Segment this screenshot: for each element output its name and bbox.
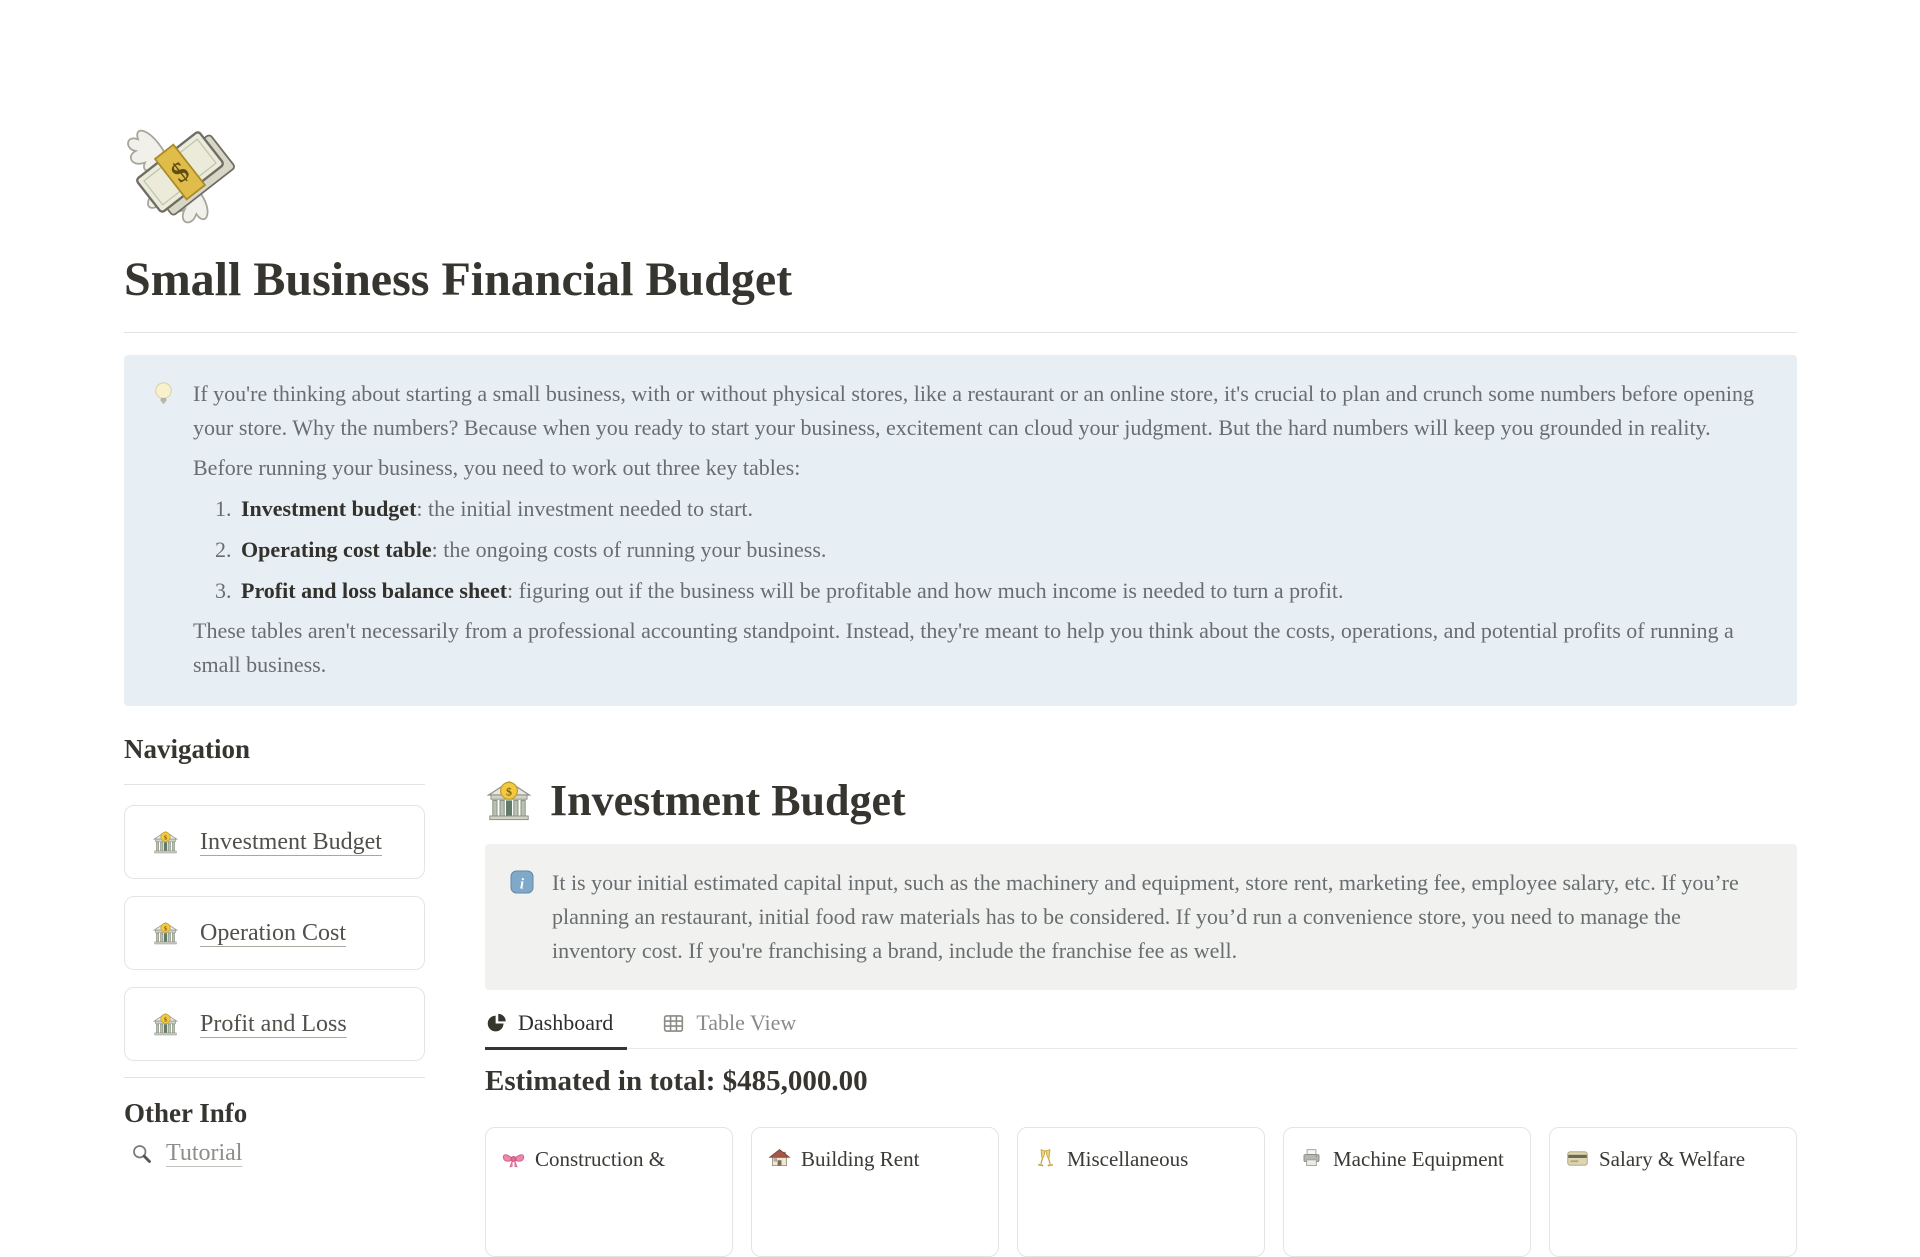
svg-text:$: $	[163, 833, 168, 841]
view-tabs	[485, 1004, 1797, 1049]
svg-text:$: $	[165, 156, 196, 190]
card-label: Construction &	[535, 1147, 666, 1171]
svg-text:i: i	[519, 876, 525, 893]
sidebar-link-label: Investment Budget	[200, 828, 382, 855]
navigation-heading: Navigation	[124, 734, 251, 764]
house-icon	[768, 1147, 791, 1170]
list-item: 1. Investment budget: the initial investment needed to start.	[237, 492, 1767, 526]
tab-label: Table View	[696, 1010, 797, 1035]
estimated-total: Estimated in total: $485,000.00	[485, 1065, 868, 1097]
intro-paragraph-1: If you're thinking about starting a small business, with or without physical stores, like a restaurant or an online store, it's crucial to plan and crunch some numbers before opening your store. Why the numbers? Because when you ready to start your business, excitement can cloud your judgment. But the hard numbers will keep you grounded in reality.	[193, 381, 1755, 440]
card-label: Building Rent	[801, 1147, 920, 1171]
divider	[124, 332, 1797, 333]
tutorial-link-label: Tutorial	[166, 1140, 243, 1166]
main-content	[485, 732, 1797, 1257]
card-building-rent[interactable]	[751, 1127, 999, 1257]
section-title: Investment Budget	[550, 776, 906, 825]
sidebar-item-operation-cost[interactable]	[124, 896, 425, 970]
navigation-sidebar	[124, 732, 425, 1167]
information-icon	[509, 866, 539, 968]
sidebar-link-label: Profit and Loss	[200, 1010, 347, 1037]
sidebar-link-label: Operation Cost	[200, 919, 346, 946]
card-miscellaneous[interactable]	[1017, 1127, 1265, 1257]
table-icon	[662, 1012, 685, 1035]
divider	[124, 1077, 425, 1078]
card-label: Miscellaneous	[1067, 1147, 1189, 1171]
svg-text:$: $	[163, 1015, 168, 1023]
list-item: 2. Operating cost table: the ongoing costs of running your business.	[237, 533, 1767, 567]
pie-chart-icon	[486, 1013, 507, 1034]
intro-callout	[124, 355, 1797, 706]
sidebar-item-profit-and-loss[interactable]	[124, 987, 425, 1061]
sidebar-item-investment-budget[interactable]	[124, 805, 425, 879]
page-icon	[124, 116, 1797, 228]
money-with-wings-icon	[124, 116, 1797, 228]
printer-icon	[1300, 1147, 1323, 1170]
intro-paragraph-2: Before running your business, you need to work out three key tables:	[193, 455, 801, 480]
card-machine-equipment[interactable]	[1283, 1127, 1531, 1257]
card-label: Machine Equipment	[1333, 1147, 1504, 1171]
bank-icon	[152, 920, 179, 947]
divider	[124, 784, 425, 785]
svg-text:$: $	[506, 784, 512, 799]
bank-icon	[152, 1011, 179, 1038]
budget-category-cards	[485, 1127, 1797, 1257]
intro-callout-text	[193, 377, 1767, 682]
champagne-glasses-icon	[1034, 1147, 1057, 1170]
svg-text:$: $	[163, 924, 168, 932]
light-bulb-icon	[150, 377, 180, 682]
bank-icon	[152, 829, 179, 856]
tab-table-view[interactable]	[661, 1004, 810, 1048]
ribbon-bow-icon	[502, 1147, 525, 1170]
info-callout	[485, 844, 1797, 990]
key-tables-list	[193, 492, 1767, 608]
other-info-heading: Other Info	[124, 1098, 248, 1128]
page-title: Small Business Financial Budget	[124, 253, 793, 306]
info-callout-text: It is your initial estimated capital input, such as the machinery and equipment, store rent, marketing fee, employee salary, etc. If you’re planning an restaurant, initial food raw materials has to be considered. If you’d run a convenience store, you need to manage the inventory cost. If you're franchising a brand, include the franchise fee as well.	[552, 870, 1739, 963]
section-heading	[485, 774, 1797, 828]
card-label: Salary & Welfare	[1599, 1147, 1746, 1171]
tab-label: Dashboard	[518, 1010, 614, 1035]
sidebar-item-tutorial[interactable]	[124, 1140, 425, 1167]
magnifying-glass-icon	[130, 1142, 153, 1165]
list-item: 3. Profit and loss balance sheet: figuring out if the business will be profitable and how much income is needed to turn a profit.	[237, 574, 1767, 608]
credit-card-icon	[1566, 1147, 1589, 1170]
tab-dashboard[interactable]	[485, 1004, 627, 1050]
intro-paragraph-3: These tables aren't necessarily from a professional accounting standpoint. Instead, they're meant to help you think about the costs, operations, and potential profits of running a small business.	[193, 618, 1734, 677]
bank-icon	[485, 777, 533, 825]
card-salary-welfare[interactable]	[1549, 1127, 1797, 1257]
card-construction[interactable]	[485, 1127, 733, 1257]
